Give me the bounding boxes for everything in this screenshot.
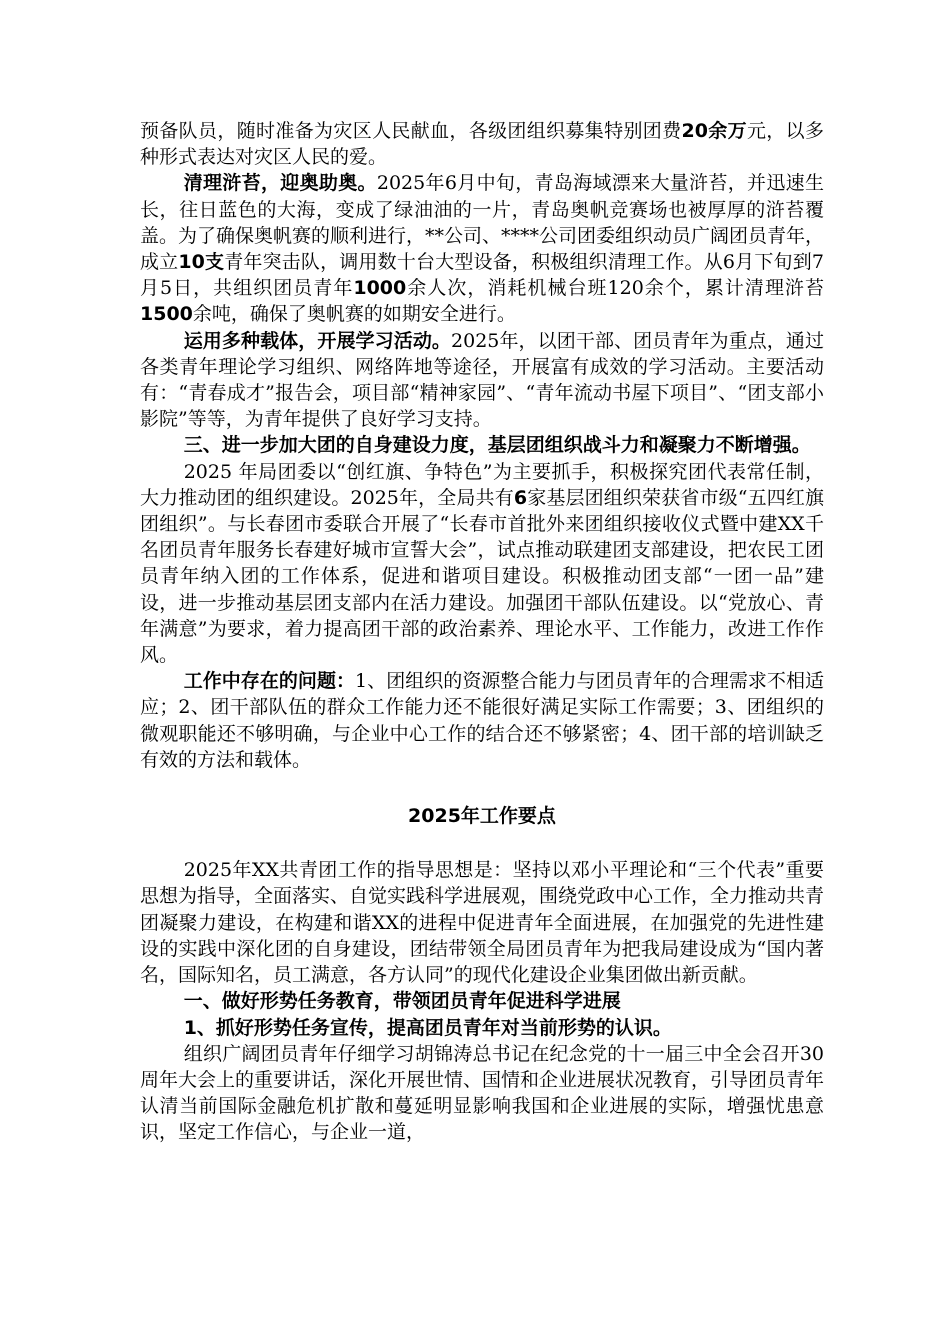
document-page xyxy=(140,118,824,1146)
paragraph-algae-cleanup: 清理浒苔，迎奥助奥。2025年6月中旬，青岛海域漂来大量浒苔，并迅速生长，往日蓝色的大海，变成了绿油油的一片，青岛奥帆竞赛场也被厚厚的浒苔覆盖。为了确保奥帆赛的顺利进行，**公司、****公司团委组织动员广阔团员青年，成立10支青年突击队，调用数十台大型设备，积极组织清理工作。从6月下旬到7月5日，共组织团员青年1000余人次，消耗机械台班120余个，累计清理浒苔1500余吨，确保了奥帆赛的如期安全进行。 xyxy=(140,172,825,326)
section-title: 2025年工作要点 xyxy=(408,805,556,828)
heading-part-one-item-one: 1、抓好形势任务宣传，提高团员青年对当前形势的认识。 xyxy=(183,1016,672,1039)
paragraph-lead: 运用多种载体，开展学习活动。 xyxy=(183,329,452,352)
section-heading-three: 三、进一步加大团的自身建设力度，基层团组织战斗力和凝聚力不断增强。 xyxy=(183,434,811,457)
paragraph-organization-building: 2025 年局团委以“创红旗、争特色”为主要抓手，积极探究团代表常任制，大力推动团的组织建设。2025年，全局共有6家基层团组织荣获省市级“五四红旗团组织”。与长春团市委联合开展了“长春市首批外来团组织接收仪式暨中建XX千名团员青年服务长春建好城市宣誓大会”，试点推动联建团支部建设，把农民工团员青年纳入团的工作体系，促进和谐项目建设。积极推动团支部“一团一品”建设，进一步推动基层团支部内在活力建设。加强团干部队伍建设。以“党放心、青年满意”为要求，着力提高团干部的政治素养、理论水平、工作能力，改进工作作风。 xyxy=(140,460,824,667)
paragraph-donation: 预备队员，随时准备为灾区人民献血，各级团组织募集特别团费20余万元，以多种形式表达对灾区人民的爱。 xyxy=(140,120,824,169)
paragraph-learning-activities: 运用多种载体，开展学习活动。2025年，以团干部、团员青年为重点，通过各类青年理论学习组织、网络阵地等途径，开展富有成效的学习活动。主要活动有：“青春成才”报告会，项目部“精神家园”、“青年流动书屋下项目”、“团支部小影院”等等，为青年提供了良好学习支持。 xyxy=(140,329,824,431)
paragraph-situation-education: 组织广阔团员青年仔细学习胡锦涛总书记在纪念党的十一届三中全会召开30周年大会上的重要讲话，深化开展世情、国情和企业进展状况教育，引导团员青年认清当前国际金融危机扩散和蔓延明显影响我国和企业进展的实际，增强忧患意识，坚定工作信心，与企业一道， xyxy=(140,1042,825,1144)
paragraph-guiding-ideology: 2025年XX共青团工作的指导思想是：坚持以邓小平理论和“三个代表”重要思想为指导，全面落实、自觉实践科学进展观，围绕党政中心工作，全力推动共青团凝聚力建设，在构建和谐XX的进程中促进青年全面进展，在加强党的先进性建设的实践中深化团的自身建设，团结带领全局团员青年为把我局建设成为“国内著名，国际知名，员工满意，各方认同”的现代化建设企业集团做出新贡献。 xyxy=(140,859,825,987)
paragraph-problems: 工作中存在的问题：1、团组织的资源整合能力与团员青年的合理需求不相适应；2、团干部队伍的群众工作能力还不能很好满足实际工作需要；3、团组织的微观职能还不够明确，与企业中心工作的结合还不够紧密；4、团干部的培训缺乏有效的方法和载体。 xyxy=(140,670,824,771)
heading-part-one: 一、做好形势任务教育，带领团员青年促进科学进展 xyxy=(183,990,621,1013)
paragraph-lead: 工作中存在的问题： xyxy=(183,670,356,693)
paragraph-lead: 清理浒苔，迎奥助奥。 xyxy=(183,172,377,195)
